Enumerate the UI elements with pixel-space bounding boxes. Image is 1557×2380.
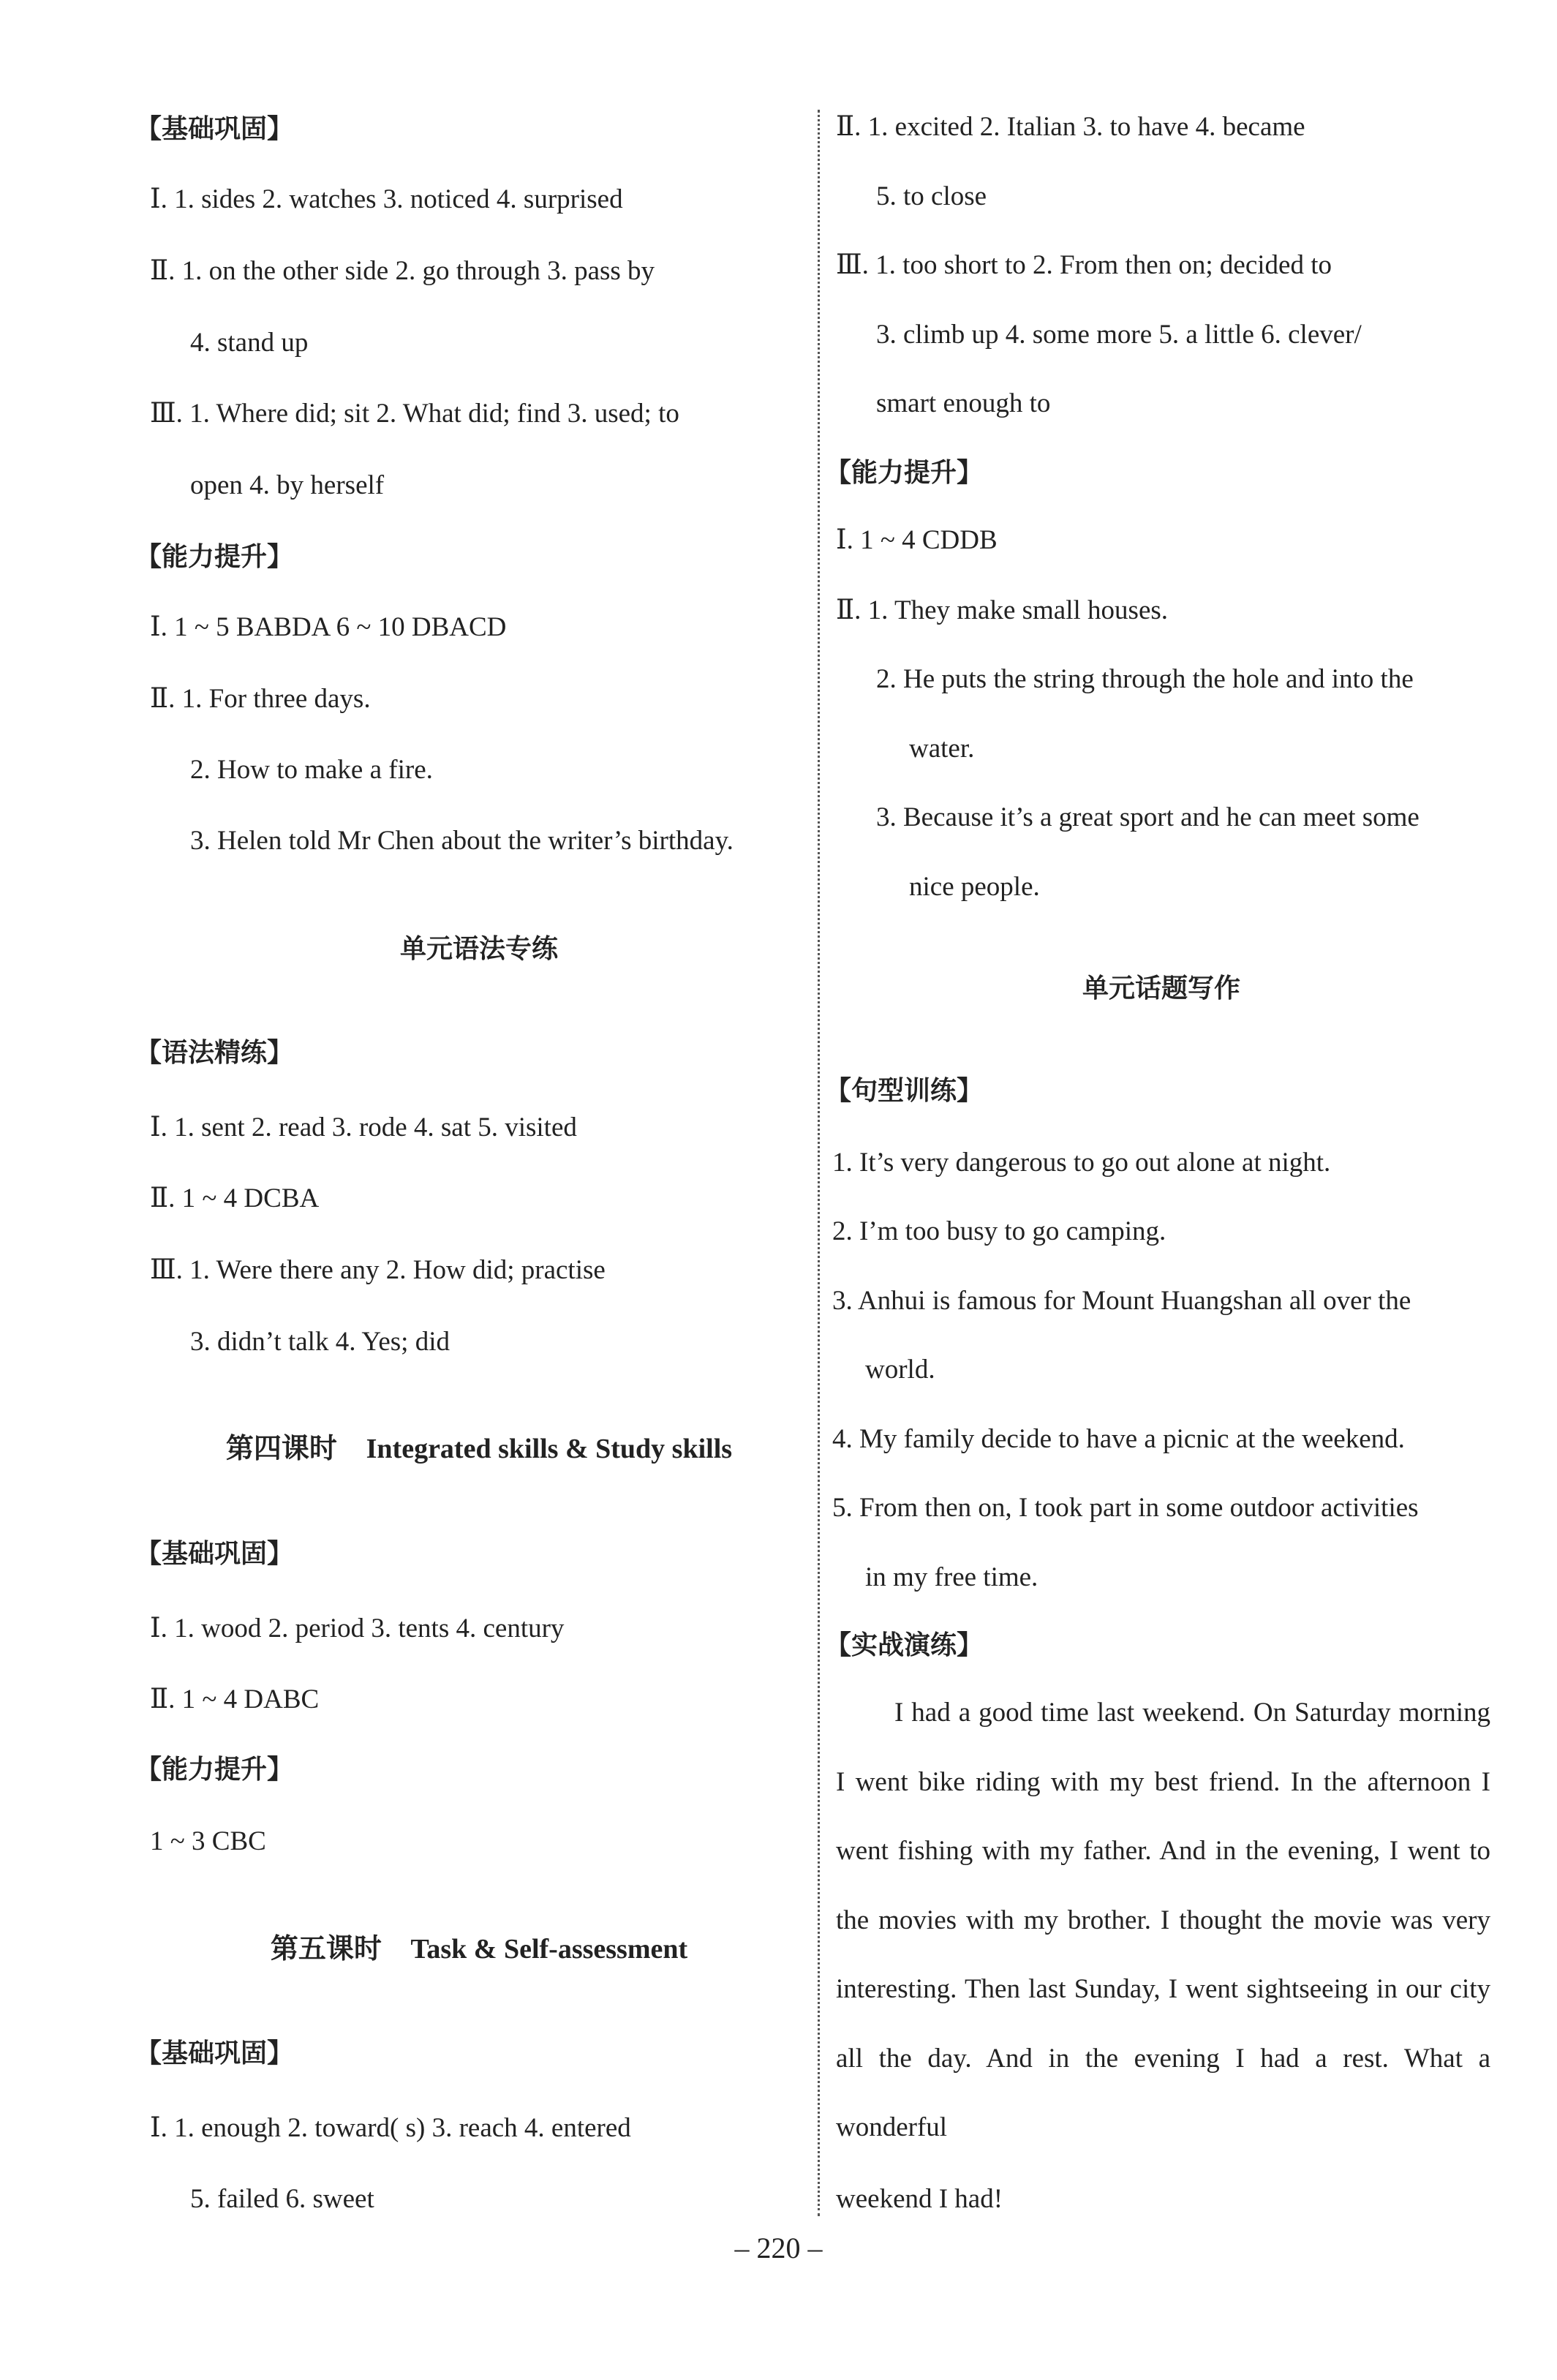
answer-line: 5. to close [876,181,987,211]
answer-line: nice people. [909,872,1040,902]
answer-line: Ⅱ. 1. They make small houses. [836,595,1169,625]
answer-line: Ⅰ. 1. sides 2. watches 3. noticed 4. surprised [150,184,623,214]
lesson-title-cn: 第四课时 [225,1432,337,1464]
column-divider [818,110,820,2216]
answer-line: 2. He puts the string through the hole and into the [876,664,1414,694]
answer-line: water. [909,734,975,764]
answer-line: Ⅰ. 1 ~ 5 BABDA 6 ~ 10 DBACD [150,612,507,642]
answer-line: 3. Because it’s a great sport and he can meet some [876,802,1420,832]
lesson-title-en: Integrated skills & Study skills [366,1434,733,1464]
answer-line: world. [865,1355,935,1385]
section-heading: 【句型训练】 [825,1076,984,1106]
answer-line: 1. It’s very dangerous to go out alone at night. [832,1148,1331,1178]
answer-line: open 4. by herself [190,470,385,500]
lesson-title [143,1432,815,1465]
answer-line: Ⅰ. 1. wood 2. period 3. tents 4. century [150,1613,565,1643]
answer-line: smart enough to [876,388,1051,418]
lesson-title [143,1932,815,1965]
answer-line: in my free time. [865,1562,1038,1592]
answer-line: Ⅲ. 1. too short to 2. From then on; decided to [836,250,1332,280]
lesson-title-cn: 第五课时 [270,1932,382,1965]
answer-line: 4. stand up [190,328,309,358]
answer-line: 5. From then on, I took part in some outdoor activities [832,1493,1419,1523]
answer-line: Ⅰ. 1. enough 2. toward( s) 3. reach 4. entered [150,2113,631,2143]
answer-line: 2. How to make a fire. [190,755,433,785]
answer-line: Ⅱ. 1 ~ 4 DABC [150,1684,320,1714]
answer-line: Ⅱ. 1. For three days. [150,684,371,714]
section-heading: 【能力提升】 [135,1755,294,1785]
answer-line: Ⅲ. 1. Were there any 2. How did; practise [150,1255,606,1285]
answer-line: Ⅱ. 1. excited 2. Italian 3. to have 4. became [836,112,1305,142]
section-heading: 【基础巩固】 [135,114,294,144]
answer-line: 3. Anhui is famous for Mount Huangshan all over the [832,1286,1411,1316]
answer-line: 2. I’m too busy to go camping. [832,1216,1166,1246]
section-title: 单元话题写作 [1082,974,1240,1003]
lesson-title-en: Task & Self-assessment [410,1934,688,1965]
answer-line: 3. Helen told Mr Chen about the writer’s birthday. [190,826,734,856]
answer-line: 5. failed 6. sweet [190,2184,374,2214]
answer-line: Ⅰ. 1. sent 2. read 3. rode 4. sat 5. visited [150,1112,577,1142]
section-heading: 【能力提升】 [825,458,984,488]
page-number: – 220 – [734,2232,823,2264]
section-heading: 【能力提升】 [135,542,294,572]
answer-line: Ⅲ. 1. Where did; sit 2. What did; find 3. used; to [150,399,679,429]
section-heading: 【实战演练】 [825,1630,984,1660]
section-heading: 【基础巩固】 [135,1539,294,1569]
essay-paragraph: I had a good time last weekend. On Saturday morning I went bike riding with my best friend. In the afternoon I went fishing with my father. And in the evening, I went to the movies with my brother. I thought the movie was very interesting. Then last Sunday, I went sightseeing in our city all the day. And in the evening I had a rest. What a wonderful [836,1698,1490,2142]
answer-line: 3. didn’t talk 4. Yes; did [190,1327,450,1357]
section-heading: 【基础巩固】 [135,2038,294,2068]
answer-line: 1 ~ 3 CBC [150,1826,266,1856]
section-heading: 【语法精练】 [135,1038,294,1068]
answer-line: Ⅱ. 1. on the other side 2. go through 3. pass by [150,256,655,286]
section-title: 单元语法专练 [399,934,558,964]
answer-line: 3. climb up 4. some more 5. a little 6. clever/ [876,320,1362,350]
answer-line: Ⅱ. 1 ~ 4 DCBA [150,1183,320,1213]
essay-last-line: weekend I had! [836,2184,1003,2214]
answer-line: 4. My family decide to have a picnic at the weekend. [832,1424,1405,1454]
answer-line: Ⅰ. 1 ~ 4 CDDB [836,525,998,555]
